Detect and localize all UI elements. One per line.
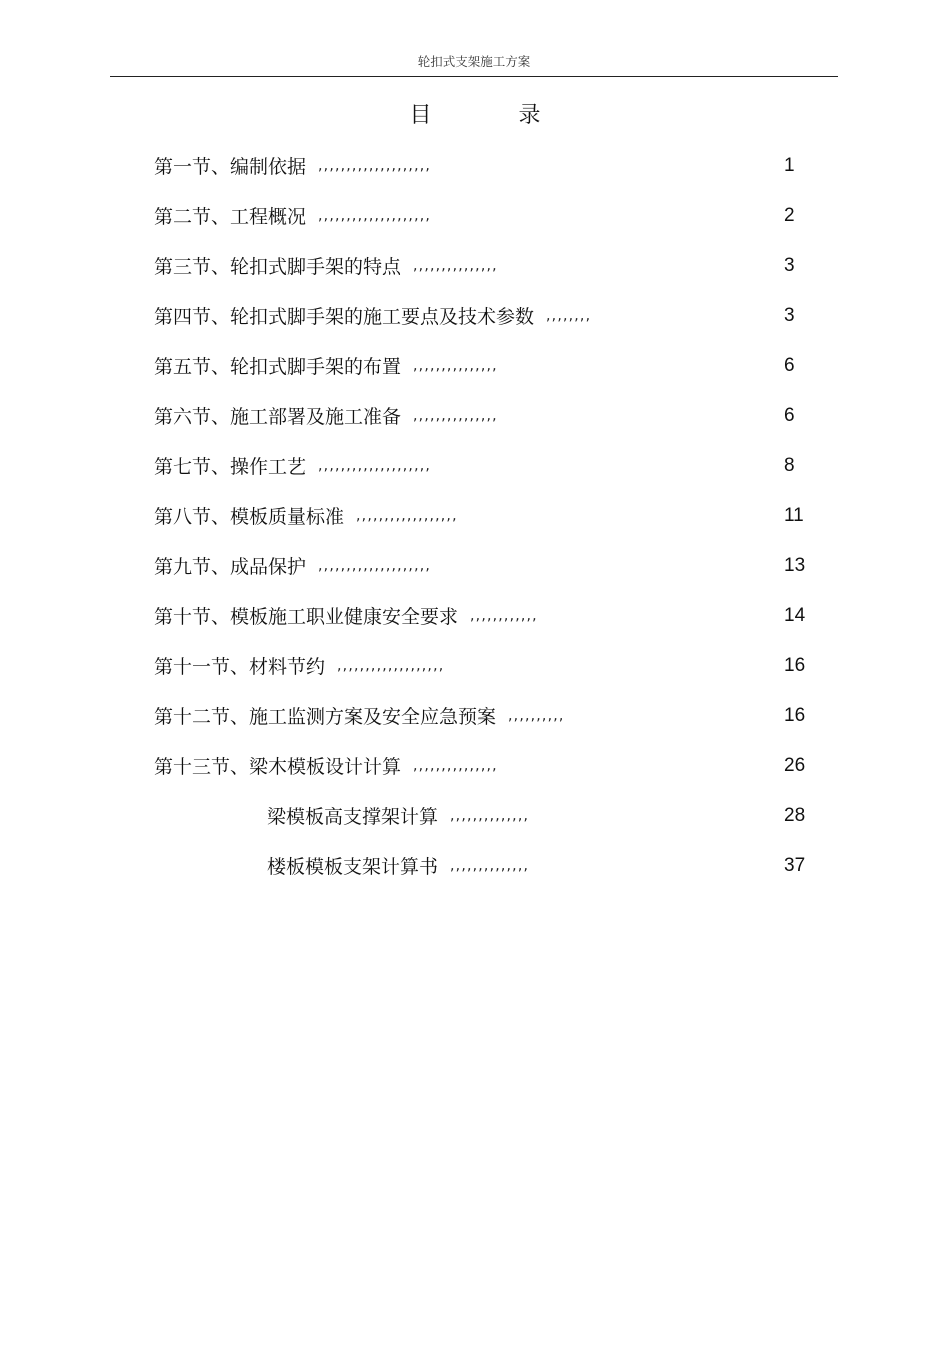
- toc-entry[interactable]: [0, 347, 950, 397]
- toc-entry-page: 6: [784, 355, 795, 376]
- toc-entry[interactable]: [0, 147, 950, 197]
- toc-list: [0, 147, 950, 897]
- toc-entry-page: 16: [784, 705, 806, 726]
- toc-entry-page: 14: [784, 605, 806, 626]
- toc-entry[interactable]: [0, 247, 950, 297]
- toc-entry-title: 第六节、施工部署及施工准备: [154, 406, 402, 428]
- toc-title: 目 录: [409, 103, 581, 128]
- toc-entry-page: 3: [784, 305, 795, 326]
- toc-entry-title: 第二节、工程概况: [154, 206, 307, 228]
- toc-entry-leader: ,,,,,,,,,,,,,,,,,,,,: [318, 458, 432, 474]
- toc-entry-title: 第七节、操作工艺: [154, 456, 307, 478]
- toc-entry-page: 11: [784, 505, 804, 526]
- toc-subentry[interactable]: [0, 797, 950, 847]
- toc-entry-page: 8: [784, 455, 795, 476]
- toc-entry-title: 第一节、编制依据: [154, 156, 307, 178]
- toc-entry-title: 楼板模板支架计算书: [267, 856, 439, 878]
- toc-entry-leader: ,,,,,,,,,,,,,,,: [413, 758, 498, 774]
- toc-entry-leader: ,,,,,,,,: [546, 308, 592, 324]
- toc-entry-title: 第三节、轮扣式脚手架的特点: [154, 256, 402, 278]
- toc-entry-page: 1: [784, 155, 795, 176]
- toc-entry-page: 16: [784, 655, 806, 676]
- toc-entry-title: 第四节、轮扣式脚手架的施工要点及技术参数: [154, 306, 535, 328]
- toc-entry-page: 37: [784, 855, 806, 876]
- toc-entry-title: 第九节、成品保护: [154, 556, 307, 578]
- toc-entry-title: 第十一节、材料节约: [154, 656, 326, 678]
- toc-entry-title: 第十节、模板施工职业健康安全要求: [154, 606, 459, 628]
- header-rule: [110, 76, 838, 77]
- toc-entry-leader: ,,,,,,,,,,,,,,,,,,,,: [318, 208, 432, 224]
- toc-entry[interactable]: [0, 447, 950, 497]
- toc-entry[interactable]: [0, 397, 950, 447]
- toc-entry[interactable]: [0, 197, 950, 247]
- toc-entry-page: 13: [784, 555, 806, 576]
- toc-entry[interactable]: [0, 297, 950, 347]
- toc-entry-leader: ,,,,,,,,,,,,,,,: [413, 408, 498, 424]
- toc-entry-page: 3: [784, 255, 795, 276]
- toc-entry-leader: ,,,,,,,,,,,,,,,,,,,: [337, 658, 445, 674]
- toc-entry-leader: ,,,,,,,,,,,,,,,: [413, 358, 498, 374]
- toc-entry-page: 6: [784, 405, 795, 426]
- toc-entry-title: 第八节、模板质量标准: [154, 506, 345, 528]
- toc-entry[interactable]: [0, 747, 950, 797]
- toc-entry[interactable]: [0, 697, 950, 747]
- toc-entry-leader: ,,,,,,,,,,,,,,: [450, 808, 530, 824]
- toc-entry-title: 第十三节、梁木模板设计计算: [154, 756, 402, 778]
- toc-entry-leader: ,,,,,,,,,,,,: [470, 608, 538, 624]
- toc-entry-title: 第五节、轮扣式脚手架的布置: [154, 356, 402, 378]
- toc-entry-title: 第十二节、施工监测方案及安全应急预案: [154, 706, 497, 728]
- toc-entry[interactable]: [0, 647, 950, 697]
- toc-entry[interactable]: [0, 547, 950, 597]
- toc-entry-leader: ,,,,,,,,,,,,,,,,,,,,: [318, 558, 432, 574]
- toc-subentry[interactable]: [0, 847, 950, 897]
- running-header: 轮扣式支架施工方案: [417, 54, 531, 69]
- toc-entry-leader: ,,,,,,,,,,,,,,: [450, 858, 530, 874]
- toc-entry-leader: ,,,,,,,,,,,,,,,,,,,,: [318, 158, 432, 174]
- toc-entry-leader: ,,,,,,,,,,: [508, 708, 565, 724]
- toc-entry-page: 2: [784, 205, 795, 226]
- toc-entry-page: 28: [784, 805, 806, 826]
- toc-entry-title: 梁模板高支撑架计算: [267, 806, 439, 828]
- toc-entry[interactable]: [0, 497, 950, 547]
- toc-entry-leader: ,,,,,,,,,,,,,,,: [413, 258, 498, 274]
- toc-entry[interactable]: [0, 597, 950, 647]
- toc-entry-leader: ,,,,,,,,,,,,,,,,,,: [356, 508, 458, 524]
- toc-entry-page: 26: [784, 755, 806, 776]
